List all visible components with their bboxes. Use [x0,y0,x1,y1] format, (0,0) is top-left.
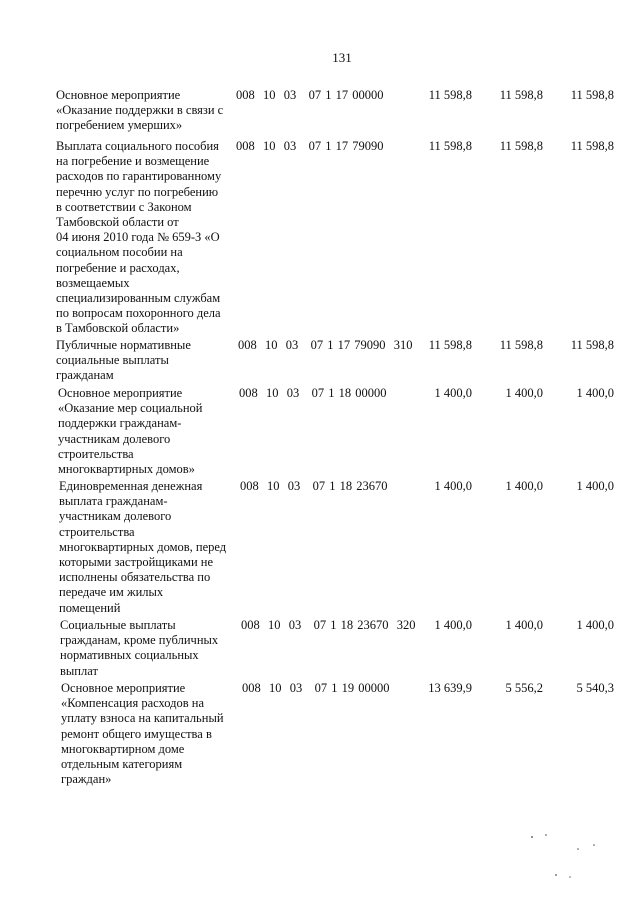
row-name: Основное мероприятие «Оказание поддержки в связи с погребением умерших» [56,88,224,133]
row-value-3: 11 598,8 [570,139,614,153]
row-code: 008 10 03 07 1 17 79090 310 [238,338,413,352]
row-value-3: 5 540,3 [576,681,614,695]
row-value-1: 1 400,0 [434,479,472,493]
row-code: 008 10 03 07 1 19 00000 [242,681,390,695]
row-name: Единовременная денежная выплата гражданам- участникам долевого строительства многоквартирных домов, перед которыми застройщиками не исполнены обязательства по передаче им жилых помещений [59,479,227,615]
row-value-1: 13 639,9 [428,681,472,695]
row-value-2: 1 400,0 [505,479,543,493]
scan-specks [520,825,610,885]
row-value-2: 11 598,8 [499,88,543,102]
row-value-3: 1 400,0 [576,479,614,493]
row-name: Выплата социального пособия на погребение и возмещение расходов по гарантированному перечню услуг по погребению в соответствии с Законом Тамбовской области от 04 июня 2010 года № 659-З «О социальном пособии на погребение и расходах, возмещаемых специализированным службам по вопросам похоронного дела в Тамбовской области» [56,139,222,336]
row-code: 008 10 03 07 1 18 00000 [239,386,387,400]
row-value-2: 1 400,0 [505,618,543,632]
row-value-1: 11 598,8 [428,338,472,352]
row-name: Публичные нормативные социальные выплаты гражданам [56,338,191,383]
row-value-3: 1 400,0 [576,618,614,632]
row-value-2: 11 598,8 [499,338,543,352]
row-value-2: 11 598,8 [499,139,543,153]
row-name: Основное мероприятие «Оказание мер социальной поддержки гражданам- участникам долевого строительства многоквартирных домов» [58,386,203,477]
page-number: 131 [332,50,352,65]
row-name: Основное мероприятие «Компенсация расходов на уплату взноса на капитальный ремонт общего имущества в многоквартирном доме отдельным категориям граждан» [61,681,224,787]
row-value-2: 1 400,0 [505,386,543,400]
row-name: Социальные выплаты гражданам, кроме публичных нормативных социальных выплат [60,618,219,678]
row-code: 008 10 03 07 1 17 00000 [236,88,384,102]
row-value-1: 1 400,0 [434,386,472,400]
row-code: 008 10 03 07 1 18 23670 320 [241,618,416,632]
row-code: 008 10 03 07 1 18 23670 [240,479,388,493]
row-value-3: 11 598,8 [570,338,614,352]
row-value-1: 1 400,0 [434,618,472,632]
row-value-3: 1 400,0 [576,386,614,400]
row-value-1: 11 598,8 [428,88,472,102]
row-value-3: 11 598,8 [570,88,614,102]
row-value-2: 5 556,2 [505,681,543,695]
row-code: 008 10 03 07 1 17 79090 [236,139,384,153]
row-value-1: 11 598,8 [428,139,472,153]
